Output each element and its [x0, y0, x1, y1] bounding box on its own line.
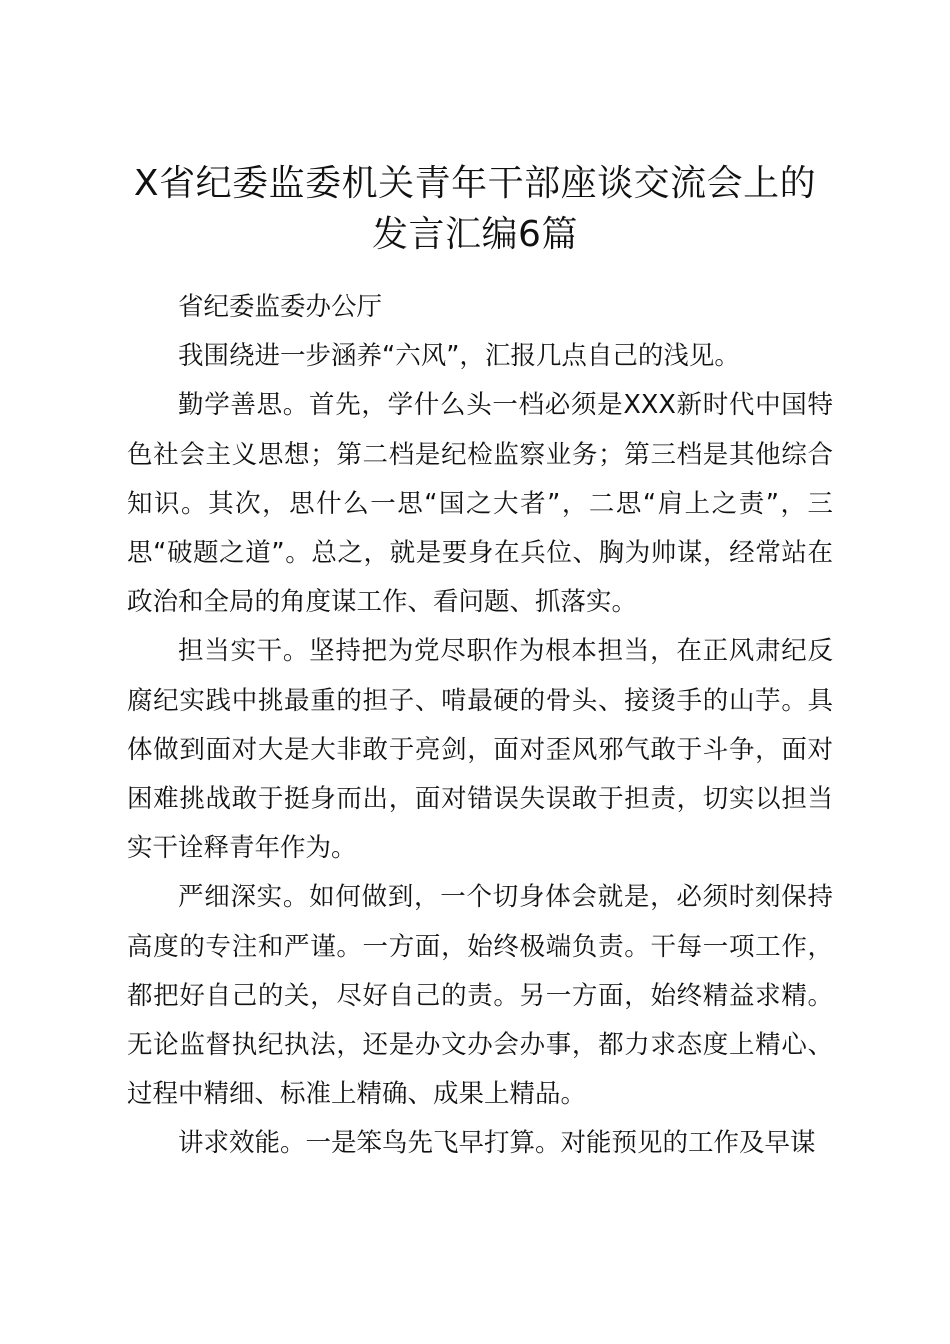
body-paragraph: 严细深实。如何做到，一个切身体会就是，必须时刻保持高度的专注和严谨。一方面，始终极端负责。干每一项工作，都把好自己的关，尽好自己的责。另一方面，始终精益求精。无论监督执纪执法，还是办文办会办事，都力求态度上精心、过程中精细、标准上精确、成果上精品。 — [127, 882, 833, 1110]
document-body — [127, 283, 833, 1169]
body-paragraph: 勤学善思。首先，学什么头一档必须是XXX新时代中国特色社会主义思想；第二档是纪检监察业务；第三档是其他综合知识。其次，思什么一思“国之大者”，二思“肩上之责”，三思“破题之道”。总之，就是要身在兵位、胸为帅谋，经常站在政治和全局的角度谋工作、看问题、抓落实。 — [127, 390, 833, 618]
document-title: X省纪委监委机关青年干部座谈交流会上的发言汇编6篇 — [133, 163, 817, 255]
body-paragraph: 我围绕进一步涵养“六风”，汇报几点自己的浅见。 — [178, 341, 740, 372]
body-paragraph: 讲求效能。一是笨鸟先飞早打算。对能预见的工作及早谋 — [178, 1128, 816, 1159]
body-paragraph: 担当实干。坚持把为党尽职作为根本担当，在正风肃纪反腐纪实践中挑最重的担子、啃最硬的骨头、接烫手的山芋。具体做到面对大是大非敢于亮剑，面对歪风邪气敢于斗争，面对困难挑战敢于挺身而出，面对错误失误敢于担责，切实以担当实干诠释青年作为。 — [127, 636, 833, 864]
author-line: 省纪委监委办公厅 — [178, 292, 383, 322]
